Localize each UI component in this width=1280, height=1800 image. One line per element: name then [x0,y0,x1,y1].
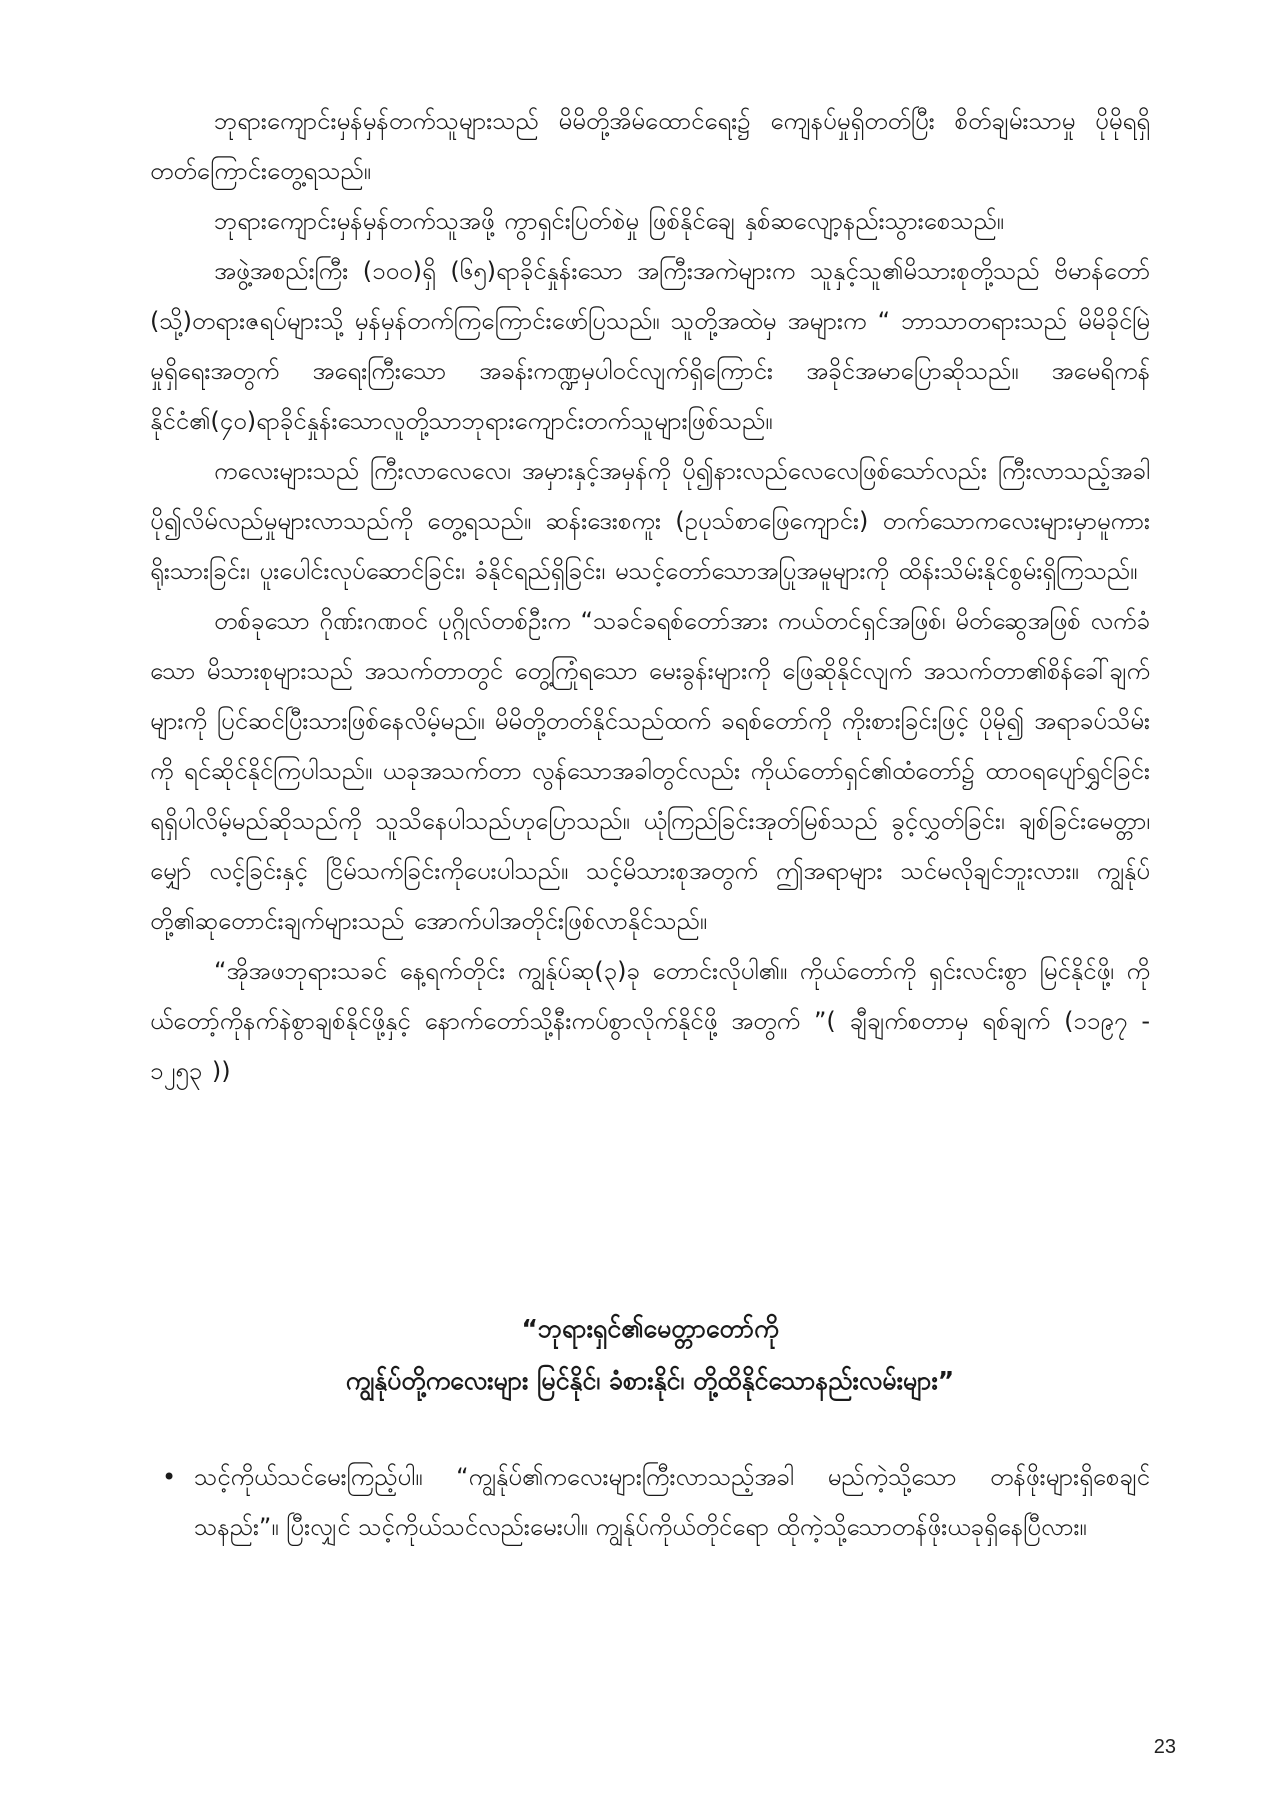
paragraph-2: ဘုရားကျောင်းမှန်မှန်တက်သူအဖို့ ကွာရှင်းပြတ်စဲမှု ဖြစ်နိုင်ချေ နှစ်ဆလျော့နည်းသွားစေသည်။ [214,207,1004,235]
paragraph-6-prayer-quote: “အိုအဖဘုရားသခင် နေ့ရက်တိုင်း ကျွန်ုပ်ဆု(၃)ခု တောင်းလိုပါ၏။ ကိုယ်တော်ကို ရှင်းလင်းစွာ မြင်နိုင်ဖို့၊ ကိုယ်တော့်ကိုနက်နဲစွာချစ်နိုင်ဖို့နှင့် နောက်တော်သို့နီးကပ်စွာလိုက်နိုင်ဖို့ အတွက် ”( ချီချက်စတာမှ ရစ်ချက် (၁၁၉၇ - ၁၂၅၃ )) [150,957,1150,1085]
bullet-text: သင့်ကိုယ်သင်မေးကြည့်ပါ။ “ကျွန်ုပ်၏ကလေးများကြီးလာသည့်အခါ မည်ကဲ့သို့သော တန်ဖိုးများရှိစေချင်သနည်း”။ ပြီးလျှင် သင့်ကိုယ်သင်လည်းမေးပါ။ ကျွန်ုပ်ကိုယ်တိုင်ရော ထိုကဲ့သို့သောတန်ဖိုးယခုရှိနေပြီလား။ [194,1463,1150,1541]
paragraph-4: ကလေးများသည် ကြီးလာလေလေ၊ အမှားနှင့်အမှန်ကို ပို၍နားလည်လေလေဖြစ်သော်လည်း ကြီးလာသည့်အခါ ပို၍လိမ်လည်မှုများလာသည်ကို တွေ့ရသည်။ ဆန်းဒေးစကူး (ဥပုသ်စာဖြေကျောင်း) တက်သောကလေးများမှာမူကား ရိုးသားခြင်း၊ ပူးပေါင်းလုပ်ဆောင်ခြင်း၊ ခံနိုင်ရည်ရှိခြင်း၊ မသင့်တော်သောအပြုအမူများကို ထိန်းသိမ်းနိုင်စွမ်းရှိကြသည်။ [150,457,1150,585]
page-number: 23 [1153,1736,1176,1758]
list-item [150,1452,1150,1552]
paragraph-5: တစ်ခုသော ဂိုဏ်းဂဏဝင် ပုဂ္ဂိုလ်တစ်ဦးက “သခင်ခရစ်တော်အား ကယ်တင်ရှင်အဖြစ်၊ မိတ်ဆွေအဖြစ် လက်ခံသော မိသားစုများသည် အသက်တာတွင် တွေ့ကြုံရသော မေးခွန်းများကို ဖြေဆိုနိုင်လျက် အသက်တာ၏စိန်ခေါ်ချက်များကို ပြင်ဆင်ပြီးသားဖြစ်နေလိမ့်မည်။ မိမိတို့တတ်နိုင်သည်ထက် ခရစ်တော်ကို ကိုးစားခြင်းဖြင့် ပိုမို၍ အရာခပ်သိမ်းကို ရင်ဆိုင်နိုင်ကြပါသည်။ ယခုအသက်တာ လွန်သောအခါတွင်လည်း ကိုယ်တော်ရှင်၏ထံတော်၌ ထာဝရပျော်ရွှင်ခြင်းရရှိပါလိမ့်မည်ဆိုသည်ကို သူသိနေပါသည်ဟုပြောသည်။ ယုံကြည်ခြင်းအုတ်မြစ်သည် ခွင့်လွှတ်ခြင်း၊ ချစ်ခြင်းမေတ္တာ၊ မျှော် လင့်ခြင်းနှင့် ငြိမ်သက်ခြင်းကိုပေးပါသည်။ သင့်မိသားစုအတွက် ဤအရာများ သင်မလိုချင်ဘူးလား။ ကျွန်ုပ်တို့၏ဆုတောင်းချက်များသည် အောက်ပါအတိုင်းဖြစ်လာနိုင်သည်။ [150,607,1150,935]
paragraph-1: ဘုရားကျောင်းမှန်မှန်တက်သူများသည် မိမိတို့အိမ်ထောင်ရေး၌ ကျေနပ်မှုရှိတတ်ပြီး စိတ်ချမ်းသာမှု ပိုမိုရရှိတတ်ကြောင်းတွေ့ရသည်။ [150,107,1150,185]
section-heading [150,1303,1150,1407]
body-text [150,96,1150,1096]
bullet-icon: • [162,1463,177,1491]
bullet-list [150,1452,1150,1552]
paragraph-3: အဖွဲ့အစည်းကြီး (၁၀၀)ရှိ (၆၅)ရာခိုင်နှုန်းသော အကြီးအကဲများက သူနှင့်သူ၏မိသားစုတို့သည် ဗိမာန်တော် (သို့)တရားဇရပ်များသို့ မှန်မှန်တက်ကြကြောင်းဖော်ပြသည်။ သူတို့အထဲမှ အများက “ ဘာသာတရားသည် မိမိခိုင်မြဲမှုရှိရေးအတွက် အရေးကြီးသော အခန်းကဏ္ဍမှပါဝင်လျက်ရှိကြောင်း အခိုင်အမာပြောဆိုသည်။ အမေရိကန်နိုင်ငံ၏(၄၀)ရာခိုင်နှုန်းသောလူတို့သာဘုရားကျောင်းတက်သူများဖြစ်သည်။ [150,257,1150,435]
section-heading-line-1: “ဘုရားရှင်၏မေတ္တာတော်ကို [521,1314,779,1343]
section-heading-line-2: ကျွန်ုပ်တို့ကလေးများ မြင်နိုင်၊ ခံစားနိုင်၊ တို့ထိနိုင်သောနည်းလမ်းများ” [345,1366,955,1395]
